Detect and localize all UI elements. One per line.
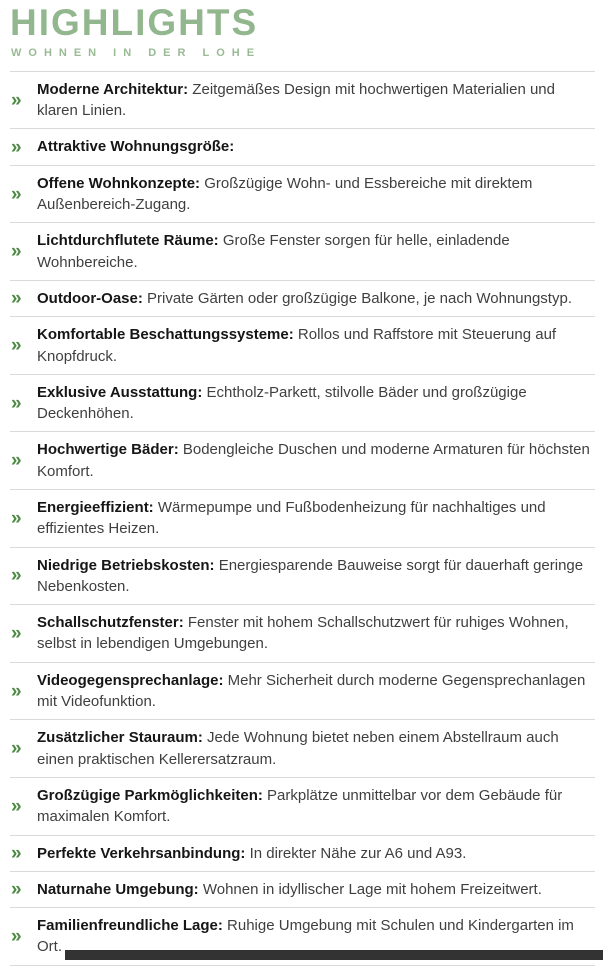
item-text-block [37, 136, 234, 157]
item-text: Echtholz-Parkett, stilvolle Bäder und großzügige Deckenhöhen. [37, 383, 527, 423]
double-chevron-icon: » [11, 879, 22, 900]
item-text-block [37, 288, 572, 309]
item-text: Parkplätze unmittelbar vor dem Gebäude für maximalen Komfort. [37, 786, 563, 826]
item-lead: Komfortable Beschattungssysteme: [37, 326, 294, 344]
double-chevron-icon: » [11, 680, 22, 702]
item-text: Private Gärten oder großzügige Balkone, je nach Wohnungstyp. [142, 289, 572, 307]
double-chevron-icon: » [11, 450, 22, 472]
item-text: In direkter Nähe zur A6 und A93. [245, 844, 467, 862]
list-item [10, 871, 595, 907]
double-chevron-icon: » [11, 136, 22, 158]
item-lead: Zusätzlicher Stauraum: [37, 729, 203, 747]
item-text: Wärmepumpe und Fußbodenheizung für nachhaltiges und effizientes Heizen. [37, 499, 546, 538]
double-chevron-icon: » [11, 622, 22, 644]
list-item [10, 222, 595, 280]
double-chevron-icon: » [11, 335, 22, 357]
list-item [10, 489, 595, 547]
item-lead: Outdoor-Oase: [37, 289, 143, 307]
list-item [10, 71, 595, 129]
double-chevron-icon: » [11, 925, 22, 947]
item-text-block [37, 230, 593, 273]
item-text: Zeitgemäßes Design mit hochwertigen Materialien und klaren Linien. [37, 80, 555, 120]
item-text-block [37, 727, 593, 770]
list-item [10, 316, 595, 374]
list-item [10, 128, 595, 164]
item-text: Jede Wohnung bietet neben einem Abstellraum auch einen praktischen Kellerersatzraum. [37, 729, 559, 768]
item-text-block [37, 497, 593, 540]
item-text-block [37, 879, 542, 900]
double-chevron-icon: » [11, 89, 22, 111]
double-chevron-icon: » [11, 738, 22, 760]
item-text: Rollos und Raffstore mit Steuerung auf Knopfdruck. [37, 326, 557, 365]
item-lead: Attraktive Wohnungsgröße: [37, 138, 235, 156]
item-lead: Niedrige Betriebskosten: [37, 556, 215, 574]
item-text: Bodengleiche Duschen und moderne Armaturen für höchsten Komfort. [37, 441, 590, 480]
list-item [10, 165, 595, 223]
list-item [10, 604, 595, 662]
item-lead: Energieeffizient: [37, 499, 154, 516]
item-lead: Exklusive Ausstattung: [37, 383, 203, 401]
item-lead: Moderne Architektur: [37, 80, 189, 98]
item-lead: Offene Wohnkonzepte: [37, 174, 201, 192]
item-text-block [37, 785, 593, 828]
double-chevron-icon: » [11, 507, 22, 529]
double-chevron-icon: » [11, 842, 22, 864]
item-lead: Hochwertige Bäder: [37, 441, 179, 459]
item-text: Ruhige Umgebung mit Schulen und Kindergarten im Ort. [37, 917, 574, 956]
item-text: Mehr Sicherheit durch moderne Gegensprechanlagen mit Videofunktion. [37, 671, 586, 711]
page-subtitle: WOHNEN IN DER LOHE [11, 46, 262, 59]
list-item [10, 835, 595, 871]
item-text: Fenster mit hohem Schallschutzwert für ruhiges Wohnen, selbst in lebendigen Umgebungen. [37, 614, 569, 653]
item-text-block [37, 843, 466, 864]
double-chevron-icon: » [11, 288, 22, 310]
item-text-block [37, 382, 593, 425]
item-lead: Lichtdurchflutete Räume: [37, 232, 219, 250]
list-item [10, 777, 595, 835]
footer-bar [65, 950, 603, 960]
item-lead: Videogegensprechanlage: [37, 671, 224, 689]
double-chevron-icon: » [11, 392, 22, 414]
list-item [10, 547, 595, 605]
item-text-block [37, 439, 593, 482]
double-chevron-icon: » [11, 183, 22, 205]
item-text: Großzügige Wohn- und Essbereiche mit direktem Außenbereich-Zugang. [37, 174, 533, 214]
list-item [10, 280, 595, 316]
double-chevron-icon: » [11, 241, 22, 263]
page-title: HIGHLIGHTS [10, 2, 259, 43]
item-text-block [37, 324, 593, 367]
item-lead: Familienfreundliche Lage: [37, 917, 223, 935]
list-item [10, 431, 595, 489]
item-lead: Perfekte Verkehrsanbindung: [37, 844, 246, 862]
list-item [10, 719, 595, 777]
item-text-block [37, 612, 593, 655]
highlight-list [10, 71, 595, 966]
double-chevron-icon: » [11, 565, 22, 587]
item-text-block [37, 173, 593, 216]
item-lead: Schallschutzfenster: [37, 614, 184, 632]
item-lead: Naturnahe Umgebung: [37, 880, 199, 898]
list-item [10, 662, 595, 720]
item-text-block [37, 555, 593, 598]
item-text: Wohnen in idyllischer Lage mit hohem Freizeitwert. [198, 880, 542, 898]
item-text: Große Fenster sorgen für helle, einladende Wohnbereiche. [37, 232, 510, 271]
item-text-block [37, 79, 593, 122]
double-chevron-icon: » [11, 795, 22, 817]
list-item [10, 374, 595, 432]
item-lead: Großzügige Parkmöglichkeiten: [37, 786, 263, 804]
item-text-block [37, 670, 593, 713]
item-text: Energiesparende Bauweise sorgt für dauerhaft geringe Nebenkosten. [37, 556, 584, 595]
